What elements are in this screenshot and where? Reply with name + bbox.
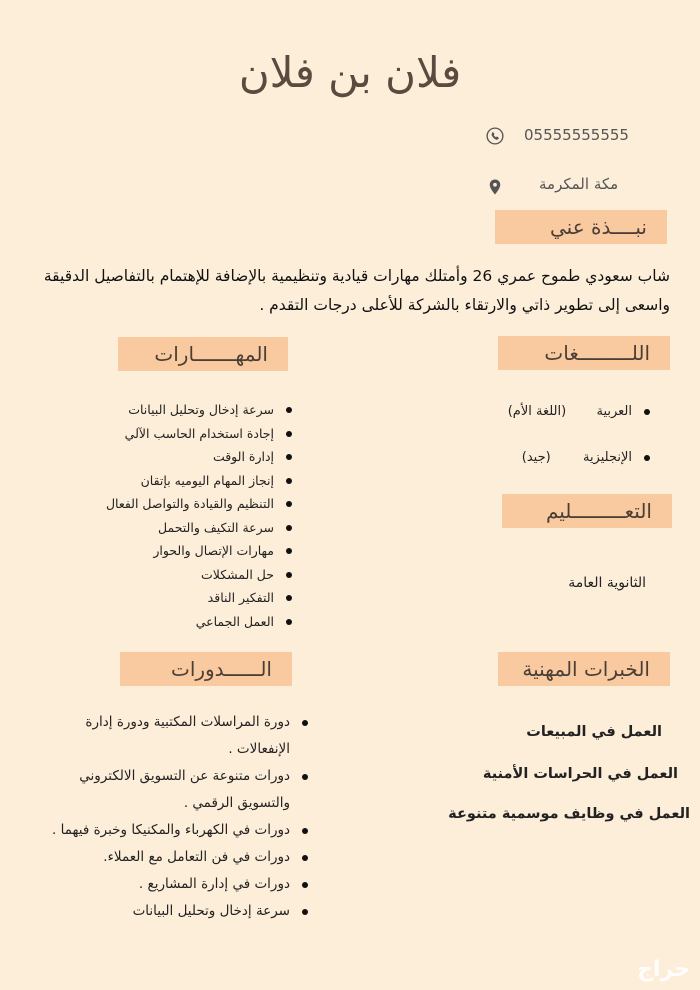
experience-header: الخبرات المهنية bbox=[498, 652, 670, 686]
course-item: دورات في فن التعامل مع العملاء. bbox=[45, 844, 290, 871]
course-item: دورات في إدارة المشاريع . bbox=[45, 871, 290, 898]
course-item: سرعة إدخال وتحليل البيانات bbox=[45, 898, 290, 925]
location-pin-icon bbox=[486, 178, 504, 196]
language-item bbox=[480, 402, 632, 448]
about-text: شاب سعودي طموح عمري 26 وأمتلك مهارات قيادية وتنظيمية بالإضافة للإهتمام بالتفاصيل الدقيقة واسعى إلى تطوير ذاتي والارتقاء بالشركة للأعلى درجات التقدم . bbox=[43, 267, 670, 314]
phone-icon bbox=[486, 127, 504, 145]
experience-list bbox=[405, 724, 690, 822]
skill-item: سرعة التكيف والتحمل bbox=[60, 518, 274, 542]
courses-list bbox=[45, 709, 290, 925]
education-header: التعـــــــــليم bbox=[502, 494, 672, 528]
experience-item: العمل في وظايف موسمية متنوعة bbox=[448, 806, 690, 822]
language-level: (اللغة الأم) bbox=[507, 404, 567, 419]
language-name: العربية bbox=[596, 404, 632, 419]
phone-number: 05555555555 bbox=[524, 126, 629, 144]
course-item: دورات في الكهرباء والمكنيكا وخبرة فيهما . bbox=[45, 817, 290, 844]
skill-item: التفكير الناقد bbox=[60, 588, 274, 612]
course-item: دورات متنوعة عن التسويق الالكتروني والتسويق الرقمي . bbox=[45, 763, 290, 817]
skills-list bbox=[60, 400, 274, 635]
experience-item: العمل في الحراسات الأمنية bbox=[482, 766, 678, 782]
full-name: فلان بن فلان bbox=[238, 48, 462, 97]
languages-header: اللـــــــــغات bbox=[498, 336, 670, 370]
education-item: الثانوية العامة bbox=[568, 575, 646, 591]
skill-item: حل المشكلات bbox=[60, 565, 274, 589]
skill-item: إنجاز المهام اليوميه بإتقان bbox=[60, 471, 274, 495]
experience-item: العمل في المبيعات bbox=[526, 724, 662, 740]
skill-item: إدارة الوقت bbox=[60, 447, 274, 471]
language-item bbox=[480, 448, 632, 494]
courses-header: الــــــدورات bbox=[120, 652, 292, 686]
about-header: نبــــذة عني bbox=[495, 210, 667, 244]
skill-item: التنظيم والقيادة والتواصل الفعال bbox=[60, 494, 274, 518]
course-item: دورة المراسلات المكتبية ودورة إدارة الإنفعالات . bbox=[45, 709, 290, 763]
city: مكة المكرمة bbox=[539, 175, 619, 193]
skill-item: إجادة استخدام الحاسب الآلي bbox=[60, 424, 274, 448]
languages-list bbox=[480, 402, 632, 494]
language-name: الإنجليزية bbox=[582, 450, 632, 465]
skills-header: المهـــــــارات bbox=[118, 337, 288, 371]
skill-item: سرعة إدخال وتحليل البيانات bbox=[60, 400, 274, 424]
watermark-logo: حراج bbox=[637, 957, 690, 982]
skill-item: العمل الجماعي bbox=[60, 612, 274, 636]
skill-item: مهارات الإتصال والحوار bbox=[60, 541, 274, 565]
language-level: (جيد) bbox=[521, 450, 551, 465]
